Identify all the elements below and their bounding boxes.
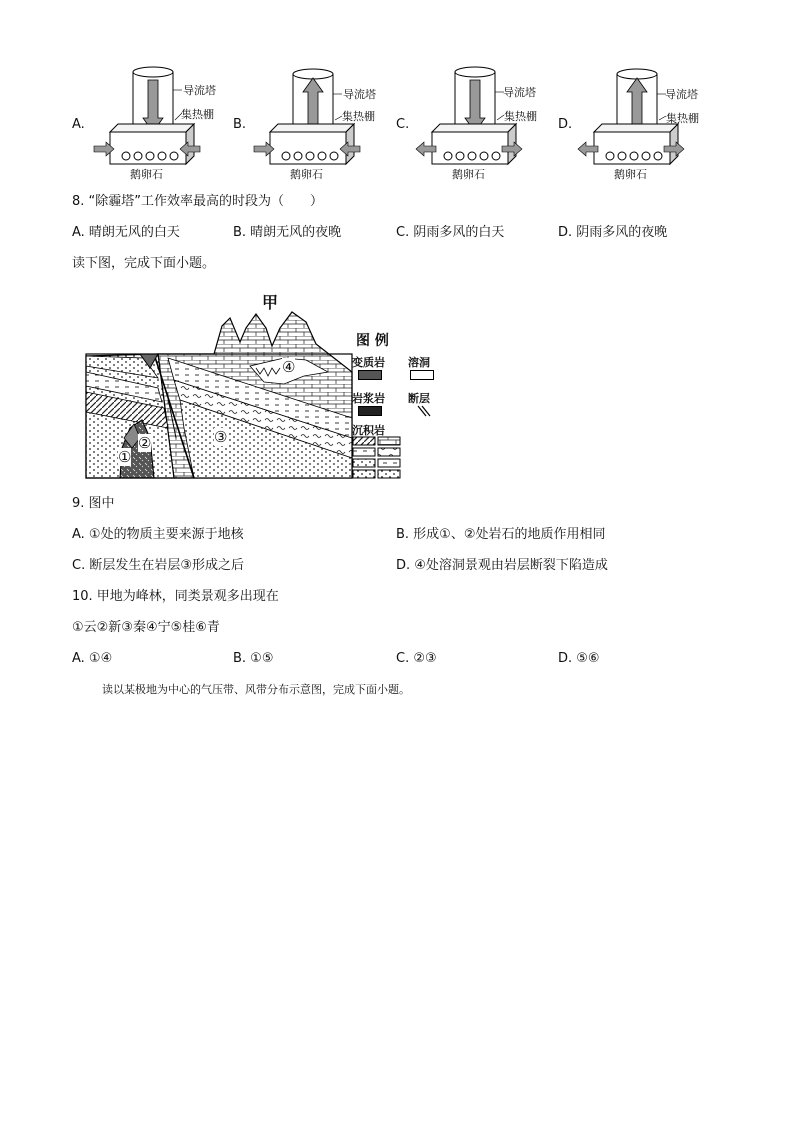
q10-option-c[interactable]: C. ②③	[396, 651, 437, 666]
option-c-shed-label: 集热棚	[504, 110, 537, 123]
option-a-shed-label: 集热棚	[181, 108, 214, 121]
q8-stem: 8. “除霾塔”工作效率最高的时段为（ ）	[72, 194, 324, 209]
option-d-stone-label: 鹅卵石	[614, 168, 647, 181]
option-c-stone-label: 鹅卵石	[452, 168, 485, 181]
option-b-tower-label: 导流塔	[343, 88, 376, 101]
option-d-tower-label: 导流塔	[665, 88, 698, 101]
legend-fault-symbol	[416, 404, 432, 418]
legend-igneous-swatch	[358, 406, 382, 416]
legend-title: 图 例	[356, 333, 389, 349]
legend-cave-swatch	[410, 370, 434, 380]
q10-option-d[interactable]: D. ⑤⑥	[558, 651, 600, 666]
option-b-shed-label: 集热棚	[342, 110, 375, 123]
option-d-shed-label: 集热棚	[666, 112, 699, 125]
legend-sedimentary-label: 沉积岩	[352, 424, 385, 437]
legend-metamorphic-label: 变质岩	[352, 356, 385, 369]
q10-choices-line: ①云②新③秦④宁⑤桂⑥青	[72, 620, 220, 635]
q9-option-a[interactable]: A. ①处的物质主要来源于地核	[72, 527, 244, 542]
q8-option-c[interactable]: C. 阴雨多风的白天	[396, 225, 505, 240]
option-c-tower-label: 导流塔	[503, 86, 536, 99]
geology-top-label: 甲	[262, 293, 279, 312]
q10-stem: 10. 甲地为峰林，同类景观多出现在	[72, 589, 279, 604]
legend-cave-label: 溶洞	[408, 356, 430, 369]
legend-igneous-label: 岩浆岩	[352, 392, 385, 405]
option-c-letter: C.	[396, 117, 410, 132]
geology-figure	[84, 288, 444, 484]
legend-fault-label: 断层	[408, 392, 430, 405]
marker-4: ④	[282, 358, 296, 376]
geology-intro: 读下图，完成下面小题。	[72, 256, 216, 271]
q9-stem: 9. 图中	[72, 496, 115, 511]
option-a-stone-label: 鹅卵石	[130, 168, 163, 181]
option-d-letter: D.	[558, 117, 573, 132]
legend-metamorphic-swatch	[358, 370, 382, 380]
tower-options-row	[0, 60, 794, 185]
option-a-letter: A.	[72, 117, 85, 132]
marker-2: ②	[138, 434, 152, 452]
q8-option-a[interactable]: A. 晴朗无风的白天	[72, 225, 180, 240]
marker-3: ③	[214, 428, 228, 446]
option-b-stone-label: 鹅卵石	[290, 168, 323, 181]
q8-option-d[interactable]: D. 阴雨多风的夜晚	[558, 225, 668, 240]
option-b-letter: B.	[233, 117, 247, 132]
q10-option-b[interactable]: B. ①⑤	[233, 651, 274, 666]
q9-option-c[interactable]: C. 断层发生在岩层③形成之后	[72, 558, 244, 573]
q9-option-d[interactable]: D. ④处溶洞景观由岩层断裂下陷造成	[396, 558, 608, 573]
legend-sedimentary-swatches	[352, 436, 402, 480]
option-a-tower-label: 导流塔	[183, 84, 216, 97]
q8-option-b[interactable]: B. 晴朗无风的夜晚	[233, 225, 342, 240]
pressure-intro: 读以某极地为中心的气压带、风带分布示意图，完成下面小题。	[102, 683, 410, 696]
marker-1: ①	[118, 448, 132, 466]
q10-option-a[interactable]: A. ①④	[72, 651, 113, 666]
q9-option-b[interactable]: B. 形成①、②处岩石的地质作用相同	[396, 527, 606, 542]
